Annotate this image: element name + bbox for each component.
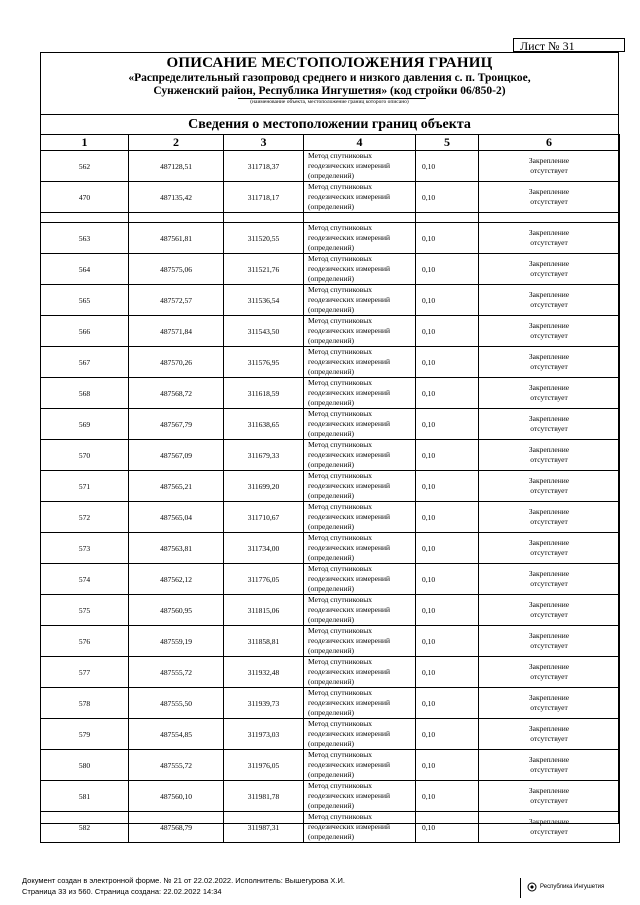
column-header: 3 [224, 135, 304, 151]
footer-line-1: Документ создан в электронной форме. № 21 от 22.02.2022. Исполнитель: Вышегурова Х.И. [22, 876, 345, 885]
accuracy-cell: 0,10 [416, 440, 479, 471]
method-cell [304, 502, 416, 533]
method-cell [304, 688, 416, 719]
fixation-cell [479, 564, 620, 595]
header-divider [40, 114, 619, 115]
fixation-line: отсутствует [530, 197, 568, 206]
fixation-line: Закрепление [528, 259, 570, 268]
fixation-cell [479, 409, 620, 440]
method-cell [304, 440, 416, 471]
method-line: Метод спутниковых [308, 223, 373, 232]
method-line: геодезических измерений [308, 388, 391, 397]
fixation-line: Закрепление [528, 538, 570, 547]
table-row [41, 750, 620, 781]
fixation-line: отсутствует [530, 610, 568, 619]
method-line: (определений) [308, 522, 354, 531]
accuracy-cell: 0,10 [416, 285, 479, 316]
table-row [41, 409, 620, 440]
spacer-cell [129, 213, 224, 223]
fixation-line: отсутствует [530, 331, 568, 340]
table-row [41, 626, 620, 657]
fixation-line: Закрепление [528, 817, 570, 826]
coordinate-y-cell: 311981,78 [224, 781, 304, 812]
method-cell [304, 409, 416, 440]
method-line: Метод спутниковых [308, 595, 373, 604]
coordinate-x-cell: 487568,79 [129, 812, 224, 843]
fixation-line: отсутствует [530, 238, 568, 247]
method-line: геодезических измерений [308, 357, 391, 366]
fixation-cell [479, 151, 620, 182]
point-number-cell: 564 [41, 254, 129, 285]
fixation-cell [479, 378, 620, 409]
accuracy-cell: 0,10 [416, 533, 479, 564]
method-cell [304, 564, 416, 595]
method-line: геодезических измерений [308, 326, 391, 335]
method-cell [304, 285, 416, 316]
method-line: геодезических измерений [308, 636, 391, 645]
fixation-line: Закрепление [528, 321, 570, 330]
table-row [41, 254, 620, 285]
method-line: геодезических измерений [308, 450, 391, 459]
coordinate-x-cell: 487562,12 [129, 564, 224, 595]
point-number-cell: 578 [41, 688, 129, 719]
fixation-cell [479, 471, 620, 502]
point-number-cell: 568 [41, 378, 129, 409]
method-line: (определений) [308, 171, 354, 180]
method-line: геодезических измерений [308, 295, 391, 304]
point-number-cell: 573 [41, 533, 129, 564]
coordinate-y-cell: 311734,00 [224, 533, 304, 564]
coordinate-y-cell: 311638,65 [224, 409, 304, 440]
point-number-cell: 574 [41, 564, 129, 595]
fixation-line: отсутствует [530, 424, 568, 433]
coordinate-x-cell: 487561,81 [129, 223, 224, 254]
fixation-line: отсутствует [530, 796, 568, 805]
coordinate-y-cell: 311939,73 [224, 688, 304, 719]
fixation-cell [479, 182, 620, 213]
method-line: Метод спутниковых [308, 626, 373, 635]
method-line: Метод спутниковых [308, 533, 373, 542]
accuracy-cell: 0,10 [416, 657, 479, 688]
method-line: геодезических измерений [308, 419, 391, 428]
table-spacer-row [41, 213, 620, 223]
method-line: Метод спутниковых [308, 182, 373, 191]
point-number-cell: 580 [41, 750, 129, 781]
fixation-line: Закрепление [528, 693, 570, 702]
accuracy-cell: 0,10 [416, 626, 479, 657]
sheet-number-label: Лист № 31 [513, 38, 625, 52]
table-row [41, 440, 620, 471]
accuracy-cell: 0,10 [416, 254, 479, 285]
accuracy-cell: 0,10 [416, 719, 479, 750]
fixation-cell [479, 223, 620, 254]
accuracy-cell: 0,10 [416, 316, 479, 347]
coordinate-y-cell: 311699,20 [224, 471, 304, 502]
method-cell [304, 347, 416, 378]
coordinate-x-cell: 487560,10 [129, 781, 224, 812]
coordinate-y-cell: 311679,33 [224, 440, 304, 471]
region-logo [527, 882, 604, 892]
fixation-line: Закрепление [528, 662, 570, 671]
coordinate-x-cell: 487572,57 [129, 285, 224, 316]
document-title: ОПИСАНИЕ МЕСТОПОЛОЖЕНИЯ ГРАНИЦ [166, 55, 493, 71]
coordinate-x-cell: 487567,09 [129, 440, 224, 471]
coordinate-y-cell: 311973,03 [224, 719, 304, 750]
coordinate-x-cell: 487567,79 [129, 409, 224, 440]
fixation-line: отсутствует [530, 166, 568, 175]
method-line: геодезических измерений [308, 264, 391, 273]
coordinate-y-cell: 311932,48 [224, 657, 304, 688]
fixation-line: отсутствует [530, 455, 568, 464]
point-number-cell: 582 [41, 812, 129, 843]
coordinate-y-cell: 311815,06 [224, 595, 304, 626]
fixation-line: Закрепление [528, 600, 570, 609]
fixation-line: Закрепление [528, 569, 570, 578]
method-line: (определений) [308, 708, 354, 717]
fixation-line: Закрепление [528, 187, 570, 196]
point-number-cell: 569 [41, 409, 129, 440]
accuracy-cell: 0,10 [416, 564, 479, 595]
method-line: Метод спутниковых [308, 657, 373, 666]
method-cell [304, 781, 416, 812]
coordinate-x-cell: 487128,51 [129, 151, 224, 182]
point-number-cell: 565 [41, 285, 129, 316]
coordinate-y-cell: 311520,55 [224, 223, 304, 254]
coat-of-arms-icon [527, 882, 537, 892]
fixation-line: отсутствует [530, 269, 568, 278]
fixation-line: отсутствует [530, 362, 568, 371]
footer-line-2: Страница 33 из 560. Страница создана: 22.02.2022 14:34 [22, 887, 222, 896]
accuracy-cell: 0,10 [416, 182, 479, 213]
method-line: геодезических измерений [308, 233, 391, 242]
method-line: геодезических измерений [308, 192, 391, 201]
fixation-cell [479, 595, 620, 626]
method-cell [304, 151, 416, 182]
spacer-cell [416, 213, 479, 223]
fixation-cell [479, 533, 620, 564]
method-line: геодезических измерений [308, 760, 391, 769]
accuracy-cell: 0,10 [416, 409, 479, 440]
method-line: геодезических измерений [308, 161, 391, 170]
accuracy-cell: 0,10 [416, 688, 479, 719]
fixation-cell [479, 254, 620, 285]
column-header: 1 [41, 135, 129, 151]
fixation-line: Закрепление [528, 290, 570, 299]
method-line: Метод спутниковых [308, 378, 373, 387]
method-line: (определений) [308, 460, 354, 469]
point-number-cell: 571 [41, 471, 129, 502]
fixation-line: отсутствует [530, 734, 568, 743]
fixation-cell [479, 812, 620, 843]
method-line: (определений) [308, 305, 354, 314]
method-line: геодезических измерений [308, 543, 391, 552]
fixation-line: Закрепление [528, 383, 570, 392]
method-cell [304, 316, 416, 347]
coordinate-x-cell: 487560,95 [129, 595, 224, 626]
table-header-row [41, 135, 620, 151]
fixation-line: отсутствует [530, 827, 568, 836]
method-line: (определений) [308, 646, 354, 655]
coordinate-y-cell: 311536,54 [224, 285, 304, 316]
method-line: (определений) [308, 367, 354, 376]
fixation-cell [479, 781, 620, 812]
method-cell [304, 223, 416, 254]
method-line: (определений) [308, 801, 354, 810]
accuracy-cell: 0,10 [416, 781, 479, 812]
fixation-line: Закрепление [528, 445, 570, 454]
method-line: Метод спутниковых [308, 285, 373, 294]
method-line: Метод спутниковых [308, 409, 373, 418]
method-line: Метод спутниковых [308, 812, 373, 821]
point-number-cell: 562 [41, 151, 129, 182]
spacer-cell [304, 213, 416, 223]
method-cell [304, 626, 416, 657]
fixation-line: Закрепление [528, 755, 570, 764]
fixation-line: Закрепление [528, 414, 570, 423]
fixation-line: отсутствует [530, 486, 568, 495]
coordinate-x-cell: 487563,81 [129, 533, 224, 564]
point-number-cell: 567 [41, 347, 129, 378]
method-line: Метод спутниковых [308, 316, 373, 325]
method-cell [304, 533, 416, 564]
method-line: (определений) [308, 429, 354, 438]
fixation-line: Закрепление [528, 631, 570, 640]
method-line: (определений) [308, 615, 354, 624]
subtitle-line-2: Сунженский район, Республика Ингушетия» (код стройки 06/850-2) [153, 85, 506, 97]
accuracy-cell: 0,10 [416, 151, 479, 182]
method-line: Метод спутниковых [308, 564, 373, 573]
coordinate-x-cell: 487554,85 [129, 719, 224, 750]
coordinate-y-cell: 311710,67 [224, 502, 304, 533]
method-cell [304, 254, 416, 285]
fixation-line: Закрепление [528, 476, 570, 485]
table-row [41, 657, 620, 688]
point-number-cell: 579 [41, 719, 129, 750]
fixation-cell [479, 316, 620, 347]
accuracy-cell: 0,10 [416, 812, 479, 843]
method-line: Метод спутниковых [308, 688, 373, 697]
fixation-line: отсутствует [530, 765, 568, 774]
fixation-line: Закрепление [528, 786, 570, 795]
coordinate-y-cell: 311718,37 [224, 151, 304, 182]
fixation-cell [479, 502, 620, 533]
accuracy-cell: 0,10 [416, 347, 479, 378]
fixation-cell [479, 347, 620, 378]
coordinate-y-cell: 311987,31 [224, 812, 304, 843]
point-number-cell: 470 [41, 182, 129, 213]
table-body [41, 151, 620, 843]
fixation-line: Закрепление [528, 228, 570, 237]
method-line: (определений) [308, 677, 354, 686]
fixation-line: отсутствует [530, 517, 568, 526]
boundary-points-table [40, 134, 620, 843]
fixation-cell [479, 657, 620, 688]
spacer-cell [224, 213, 304, 223]
method-line: (определений) [308, 584, 354, 593]
method-cell [304, 471, 416, 502]
coordinate-x-cell: 487135,42 [129, 182, 224, 213]
coordinate-x-cell: 487568,72 [129, 378, 224, 409]
coordinate-y-cell: 311858,81 [224, 626, 304, 657]
table-row [41, 285, 620, 316]
method-line: (определений) [308, 274, 354, 283]
accuracy-cell: 0,10 [416, 502, 479, 533]
point-number-cell: 566 [41, 316, 129, 347]
fixation-line: отсутствует [530, 300, 568, 309]
method-line: (определений) [308, 770, 354, 779]
accuracy-cell: 0,10 [416, 471, 479, 502]
method-line: геодезических измерений [308, 791, 391, 800]
method-line: (определений) [308, 832, 354, 841]
table-row [41, 688, 620, 719]
method-line: геодезических измерений [308, 667, 391, 676]
method-cell [304, 378, 416, 409]
table-row [41, 502, 620, 533]
table-row [41, 812, 620, 843]
method-line: Метод спутниковых [308, 151, 373, 160]
coordinate-y-cell: 311521,76 [224, 254, 304, 285]
fixation-cell [479, 440, 620, 471]
fixation-line: отсутствует [530, 672, 568, 681]
fixation-line: отсутствует [530, 579, 568, 588]
fixation-line: Закрепление [528, 507, 570, 516]
coordinate-x-cell: 487571,84 [129, 316, 224, 347]
table-row [41, 595, 620, 626]
accuracy-cell: 0,10 [416, 378, 479, 409]
coordinate-y-cell: 311576,95 [224, 347, 304, 378]
table-row [41, 151, 620, 182]
method-line: геодезических измерений [308, 698, 391, 707]
method-cell [304, 657, 416, 688]
spacer-cell [479, 213, 620, 223]
fixation-cell [479, 750, 620, 781]
table-row [41, 533, 620, 564]
table-row [41, 223, 620, 254]
coordinate-y-cell: 311718,17 [224, 182, 304, 213]
table-row [41, 781, 620, 812]
document-subtitle [40, 72, 619, 98]
method-cell [304, 595, 416, 626]
method-line: геодезических измерений [308, 729, 391, 738]
fixation-line: отсутствует [530, 548, 568, 557]
table-row [41, 719, 620, 750]
fixation-line: Закрепление [528, 724, 570, 733]
accuracy-cell: 0,10 [416, 750, 479, 781]
method-line: (определений) [308, 491, 354, 500]
method-line: геодезических измерений [308, 574, 391, 583]
table-row [41, 182, 620, 213]
method-line: Метод спутниковых [308, 781, 373, 790]
coordinate-x-cell: 487555,72 [129, 750, 224, 781]
method-line: геодезических измерений [308, 512, 391, 521]
method-line: (определений) [308, 202, 354, 211]
accuracy-cell: 0,10 [416, 595, 479, 626]
fixation-line: отсутствует [530, 393, 568, 402]
method-line: геодезических измерений [308, 481, 391, 490]
subtitle-line-1: «Распределительный газопровод среднего и низкого давления с. п. Троицкое, [128, 72, 531, 84]
column-header: 6 [479, 135, 620, 151]
coordinate-y-cell: 311776,05 [224, 564, 304, 595]
method-cell [304, 812, 416, 843]
fixation-cell [479, 626, 620, 657]
method-line: (определений) [308, 243, 354, 252]
table-row [41, 316, 620, 347]
accuracy-cell: 0,10 [416, 223, 479, 254]
document-footer [22, 875, 345, 897]
method-line: Метод спутниковых [308, 750, 373, 759]
method-cell [304, 182, 416, 213]
point-number-cell: 570 [41, 440, 129, 471]
method-line: Метод спутниковых [308, 440, 373, 449]
method-line: геодезических измерений [308, 822, 391, 831]
point-number-cell: 577 [41, 657, 129, 688]
method-cell [304, 719, 416, 750]
column-header: 4 [304, 135, 416, 151]
point-number-cell: 575 [41, 595, 129, 626]
coordinate-x-cell: 487559,19 [129, 626, 224, 657]
method-line: Метод спутниковых [308, 719, 373, 728]
fixation-cell [479, 719, 620, 750]
coordinate-y-cell: 311618,59 [224, 378, 304, 409]
coordinate-y-cell: 311976,05 [224, 750, 304, 781]
fixation-line: отсутствует [530, 703, 568, 712]
point-number-cell: 563 [41, 223, 129, 254]
fixation-line: отсутствует [530, 641, 568, 650]
subtitle-note: (наименование объекта, местоположение границ которого описано) [250, 99, 409, 105]
coordinate-x-cell: 487555,72 [129, 657, 224, 688]
fixation-line: Закрепление [528, 156, 570, 165]
section-title: Сведения о местоположении границ объекта [188, 117, 471, 132]
point-number-cell: 576 [41, 626, 129, 657]
fixation-cell [479, 285, 620, 316]
method-line: Метод спутниковых [308, 347, 373, 356]
coordinate-x-cell: 487555,50 [129, 688, 224, 719]
method-line: (определений) [308, 398, 354, 407]
table-row [41, 378, 620, 409]
fixation-cell [479, 688, 620, 719]
coordinate-x-cell: 487565,21 [129, 471, 224, 502]
point-number-cell: 581 [41, 781, 129, 812]
table-row [41, 347, 620, 378]
method-line: геодезических измерений [308, 605, 391, 614]
method-line: (определений) [308, 336, 354, 345]
logo-text: Республика Ингушетия [540, 884, 605, 890]
table-row [41, 564, 620, 595]
column-header: 2 [129, 135, 224, 151]
table-row [41, 471, 620, 502]
coordinate-x-cell: 487570,26 [129, 347, 224, 378]
method-line: Метод спутниковых [308, 471, 373, 480]
spacer-cell [41, 213, 129, 223]
method-line: Метод спутниковых [308, 254, 373, 263]
method-cell [304, 750, 416, 781]
coordinate-y-cell: 311543,50 [224, 316, 304, 347]
point-number-cell: 572 [41, 502, 129, 533]
footer-divider [520, 878, 521, 898]
coordinate-x-cell: 487565,04 [129, 502, 224, 533]
method-line: (определений) [308, 739, 354, 748]
method-line: (определений) [308, 553, 354, 562]
method-line: Метод спутниковых [308, 502, 373, 511]
column-header: 5 [416, 135, 479, 151]
coordinate-x-cell: 487575,06 [129, 254, 224, 285]
fixation-line: Закрепление [528, 352, 570, 361]
